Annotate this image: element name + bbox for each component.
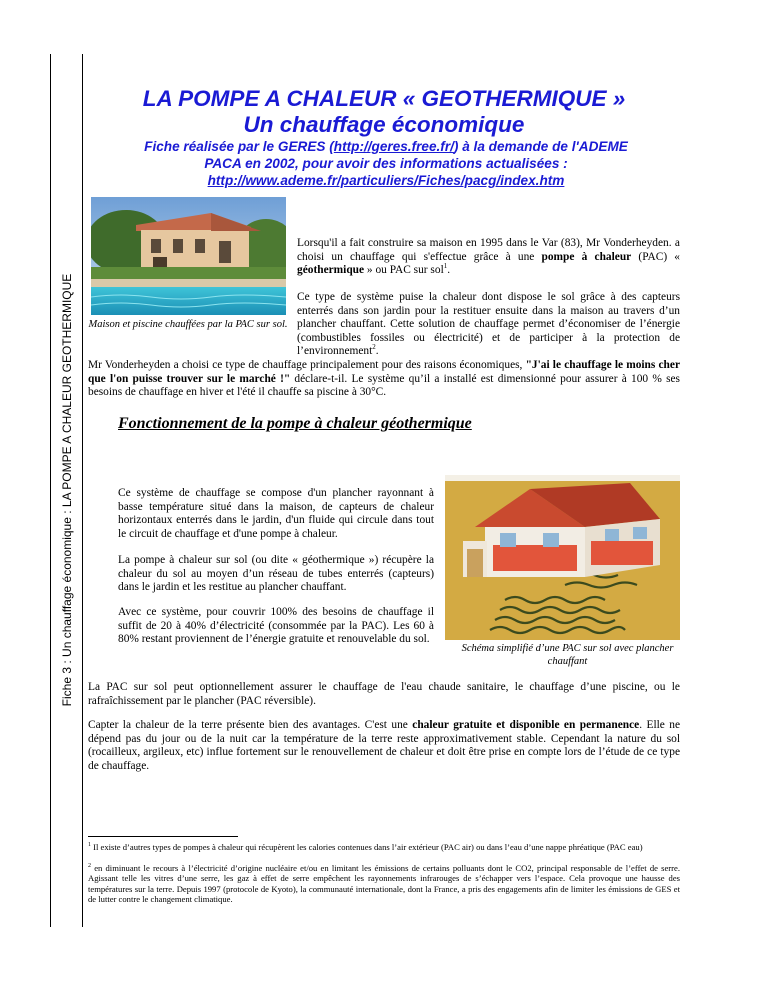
- footnote-2-text: en diminuant le recours à l’électricité d’origine nucléaire et/ou en limitant les émissions de certains polluants dont le CO2, principal responsable de l’effet de serre. Agissant telle les vitres d’une serre, les gaz à effet de serre empêchent les rayonnements infrarouges de s’échapper vers l’espace. Cela provoque une hausse des températures sur la terre. Depuis 1997 (protocole de Kyoto), la communauté internationale, dont la France, a pris des engagements afin de limiter les émissions de GES et de lutter contre le changement climatique.: [88, 863, 680, 904]
- chaleur-gratuite-bold: chaleur gratuite et disponible en permanence: [412, 719, 640, 731]
- footnote-ref-1: 1: [443, 262, 448, 271]
- footnote-2: [88, 863, 680, 904]
- intro-p1-text-2: (PAC) «: [631, 250, 681, 263]
- subtitle-prefix: Fiche réalisée par le GERES (: [144, 139, 334, 154]
- intro-paragraph-3: [88, 359, 680, 400]
- photo-caption: Maison et piscine chauffées par la PAC sur sol.: [88, 319, 288, 330]
- ademe-link[interactable]: http://www.ademe.fr/particuliers/Fiches/pacg/index.htm: [207, 172, 565, 188]
- body-paragraph-1: Ce système de chauffage se compose d'un plancher rayonnant à basse température situé dans la maison, de capteurs de chaleur horizontaux enterrés dans le jardin, d'un fluide qui circule dans tout le circuit de chauffage et d'une pompe à chaleur.: [118, 487, 434, 540]
- body-paragraph-4: La PAC sur sol peut optionnellement assurer le chauffage de l'eau chaude sanitaire, le chauffage d’une piscine, ou le rafraîchissement par le plancher (PAC réversible).: [88, 681, 680, 707]
- side-label: Fiche 3 : Un chauffage économique : LA POMPE A CHALEUR GEOTHERMIQUE: [60, 273, 74, 707]
- body-paragraph-5: [88, 719, 680, 773]
- footnote-2-number: 2: [88, 863, 91, 870]
- intro-p1-text-3: » ou PAC sur sol: [364, 264, 444, 277]
- intro-p2-text: Ce type de système puise la chaleur dont dispose le sol grâce à des capteurs enterrés dans son jardin pour la restituer ensuite dans la maison au travers d’un plancher chauffant. Cette solution de chauffage permet d’économiser de l’énergie (combustibles fossiles ou électricité) et de participer à la protection de l’environnement: [297, 291, 680, 358]
- house-pool-photo: [91, 197, 286, 315]
- footnote-1-text: Il existe d’autres types de pompes à chaleur qui récupèrent les calories contenues dans l’air extérieur (PAC air) ou dans l’eau d’une nappe phréatique (PAC eau): [91, 842, 643, 852]
- geres-link[interactable]: http://geres.free.fr/: [333, 139, 454, 154]
- footnote-separator: [88, 836, 238, 837]
- title-line-2: Un chauffage économique: [243, 112, 525, 137]
- geothermique-bold: géothermique: [297, 264, 365, 277]
- intro-p1-text: Lorsqu'il a fait construire sa maison en 1995 dans le Var (83), Mr Vonderheyden. a choisi un chauffage qui s'effectue grâce à une: [297, 237, 680, 263]
- footnote-1-number: 1: [88, 842, 91, 849]
- subtitle-line-2: PACA en 2002, pour avoir des informations actualisées :: [204, 155, 568, 171]
- footnote-ref-2: 2: [372, 343, 376, 352]
- intro-p1-end: .: [447, 264, 451, 277]
- intro-paragraph-2: [297, 291, 680, 359]
- pompe-a-chaleur-bold: pompe à chaleur: [541, 250, 632, 263]
- body-p8-text: Capter la chaleur de la terre présente bien des avantages. C'est une: [88, 719, 413, 731]
- intro-p2-end: .: [375, 345, 379, 358]
- intro-p3-text: Mr Vonderheyden a choisi ce type de chauffage principalement pour des raisons économiques,: [88, 359, 526, 371]
- body-p8-text-2: . Elle ne dépend pas du jour ou de la nuit car la température de la terre reste approximativement stable. Cependant la nature du sol (rocailleux, argileux, etc) influe fortement sur le renouvellement de chaleur et doit être prise en compte lors de l’étude de ce type de chauffage.: [88, 719, 681, 772]
- body-paragraph-2: La pompe à chaleur sur sol (ou dite « géothermique ») récupère la chaleur du sol au moyen d’un réseau de tubes enterrés (capteurs) dans le jardin et les restitue au plancher chauffant.: [118, 554, 434, 594]
- intro-paragraph-1: [297, 237, 680, 278]
- footnote-1: [88, 842, 680, 852]
- body-paragraph-3: Avec ce système, pour couvrir 100% des besoins de chauffage il suffit de 20 à 40% d’électricité (consommée par la PAC). Les 60 à 80% restant proviennent de l’énergie gratuite et renouvelable du sol.: [118, 606, 434, 646]
- heat-pump-diagram: [445, 475, 680, 640]
- subtitle: [96, 139, 676, 189]
- intro-p3-text-2: déclare-t-il. Le système qu’il a installé est dimensionné pour assurer à 100 % ses besoins de chauffage en hiver et l'été il chauffe sa piscine à 30°C.: [88, 372, 680, 399]
- diagram-caption: Schéma simplifié d’une PAC sur sol avec plancher chauffant: [461, 643, 674, 667]
- section-title: Fonctionnement de la pompe à chaleur géothermique: [118, 415, 472, 432]
- title-line-1: LA POMPE A CHALEUR « GEOTHERMIQUE »: [142, 86, 626, 111]
- quote-bold: "J'ai le chauffage le moins cher que l'on puisse trouver sur le marché !": [88, 359, 681, 385]
- subtitle-suffix: ) à la demande de l'ADEME: [453, 139, 628, 154]
